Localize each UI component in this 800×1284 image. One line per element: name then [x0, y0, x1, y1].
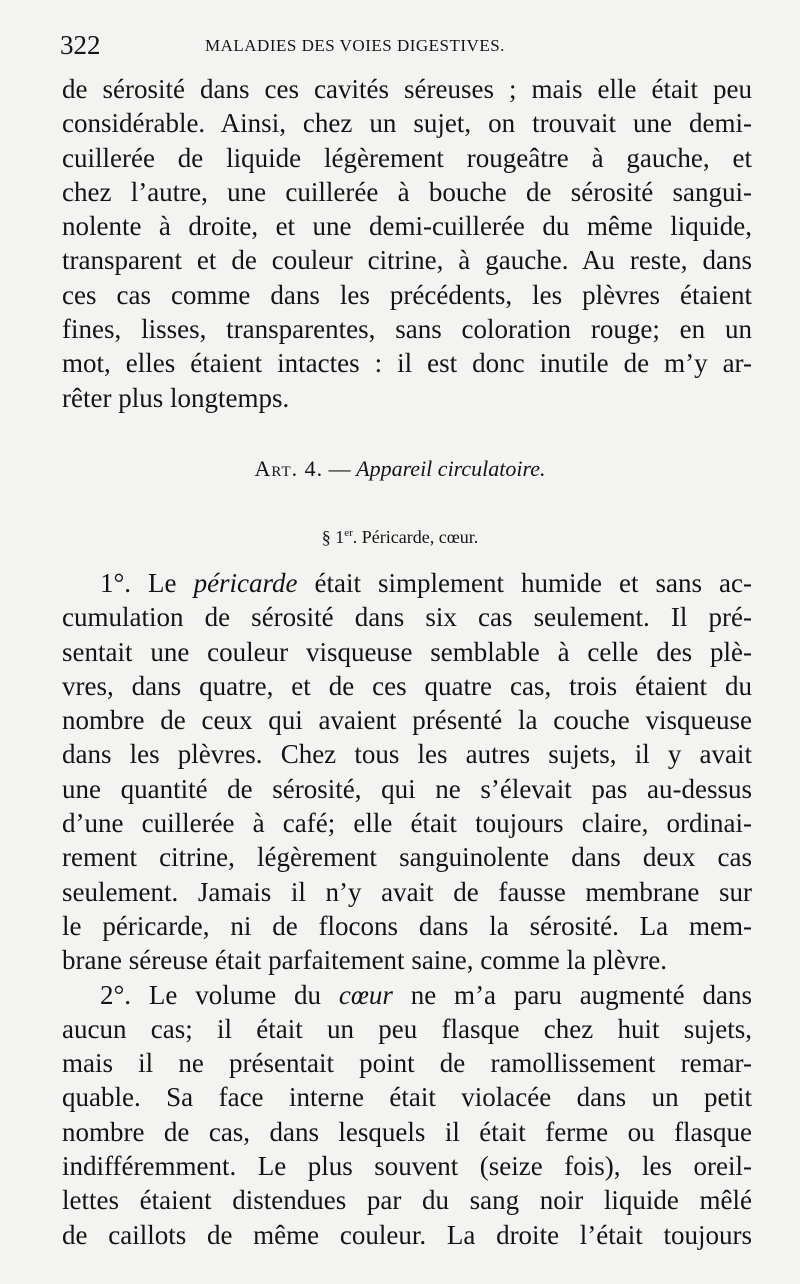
text-line: vres, dans quatre, et de ces quatre cas, trois étaient du: [62, 670, 752, 701]
text-line: nolente à droite, et une demi-cuillerée du même liquide,: [62, 211, 752, 242]
section-title: . Péricarde, cœur.: [352, 527, 479, 547]
text-line: nombre de ceux qui avaient présenté la couche visqueuse: [62, 705, 752, 736]
paragraph-pleura-conclusion: [62, 72, 752, 415]
text-line: seulement. Jamais il n’y avait de fausse membrane sur: [62, 876, 752, 907]
text-line: une quantité de sérosité, qui ne s’élevait pas au-dessus: [62, 773, 752, 804]
article-title: Appareil circulatoire.: [356, 456, 546, 481]
text-line: de sérosité dans ces cavités séreuses ; mais elle était peu: [62, 74, 752, 104]
text-line: lettes étaient distendues par du sang noir liquide mêlé: [62, 1185, 752, 1216]
text-line: mot, elles étaient intactes : il est donc inutile de m’y ar-: [62, 348, 752, 379]
line-continuation: était simplement humide et sans ac-: [297, 568, 752, 598]
text-line: cuillerée de liquide légèrement rougeâtre à gauche, et: [62, 142, 752, 173]
italic-term-pericarde: péricarde: [193, 568, 298, 598]
text-line: rêter plus longtemps.: [62, 382, 290, 413]
article-label: Art. 4.: [254, 456, 324, 481]
para-number-pericarde: 1°. Le: [100, 568, 194, 598]
para-number-coeur: 2°. Le volume du: [100, 979, 339, 1010]
section-prefix: § 1: [321, 527, 345, 547]
italic-term-coeur: cœur: [338, 979, 393, 1010]
text-line: le péricarde, ni de flocons dans la sérosité. La mem-: [62, 910, 752, 941]
text-line: chez l’autre, une cuillerée à bouche de sérosité sangui-: [62, 176, 752, 207]
section-heading: [0, 518, 800, 552]
text-line: rement citrine, légèrement sanguinolente dans deux cas: [62, 842, 752, 873]
text-line: fines, lisses, transparentes, sans coloration rouge; en un: [62, 314, 752, 345]
article-dash: —: [323, 456, 357, 481]
text-line: ces cas comme dans les précédents, les plèvres étaient: [62, 279, 752, 310]
running-head: MALADIES DES VOIES DIGESTIVES.: [205, 36, 505, 55]
text-line: indifféremment. Le plus souvent (seize fois), les oreil-: [62, 1151, 752, 1182]
page-header: [60, 28, 760, 64]
text-line: nombre de cas, dans lesquels il était ferme ou flasque: [62, 1116, 752, 1147]
text-line-first: [62, 978, 752, 1012]
line-continuation: ne m’a paru augmenté dans: [392, 979, 752, 1010]
text-line: quable. Sa face interne était violacée dans un petit: [62, 1082, 752, 1113]
text-line: d’une cuillerée à café; elle était toujours claire, ordinai-: [62, 808, 752, 839]
article-heading: [0, 452, 800, 486]
text-line: brane séreuse était parfaitement saine, comme la plèvre.: [62, 945, 667, 976]
text-line: mais il ne présentait point de ramollissement remar-: [62, 1048, 752, 1079]
paragraphs-pericarde-coeur: [62, 566, 752, 1252]
text-line: de caillots de même couleur. La droite l’était toujours: [62, 1219, 752, 1250]
text-line: considérable. Ainsi, chez un sujet, on trouvait une demi-: [62, 108, 752, 139]
text-line: transparent et de couleur citrine, à gauche. Au reste, dans: [62, 245, 752, 276]
text-line: aucun cas; il était un peu flasque chez huit sujets,: [62, 1013, 752, 1044]
text-line: dans les plèvres. Chez tous les autres sujets, il y avait: [62, 739, 752, 770]
page-number: 322: [60, 30, 101, 60]
section-superscript: er: [344, 527, 353, 539]
text-line-first: [62, 566, 752, 600]
text-line: cumulation de sérosité dans six cas seulement. Il pré-: [62, 602, 752, 633]
text-line: sentait une couleur visqueuse semblable à celle des plè-: [62, 636, 752, 667]
